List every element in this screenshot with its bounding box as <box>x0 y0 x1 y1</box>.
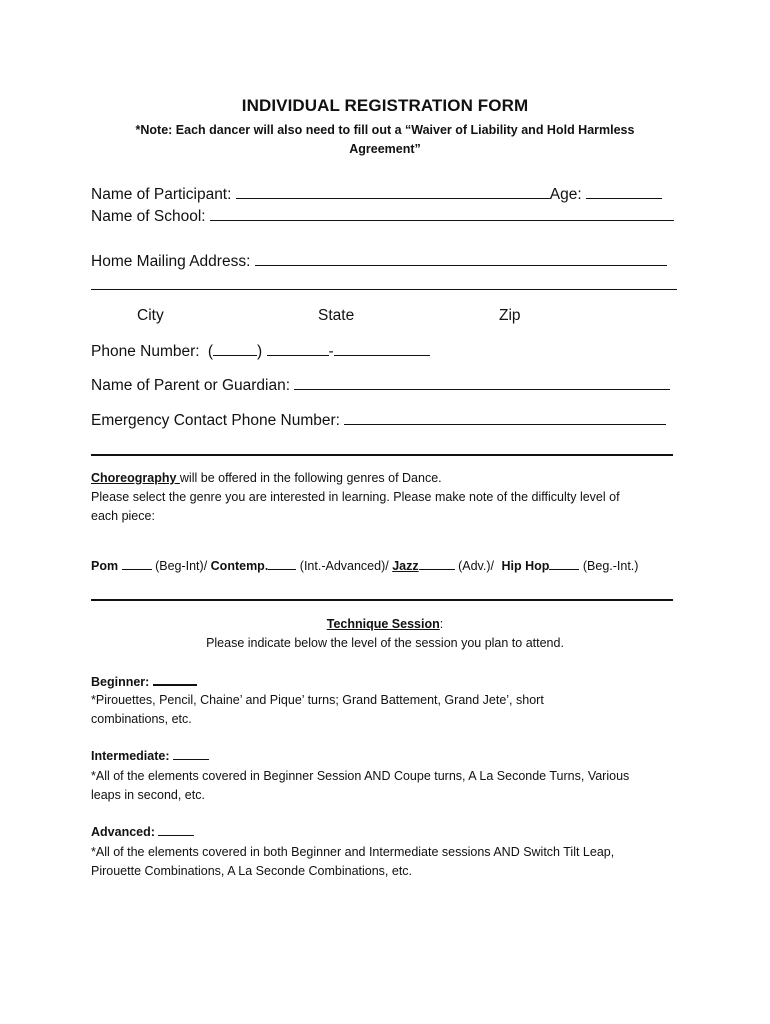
intermediate-desc-line2: leaps in second, etc. <box>91 788 205 802</box>
waiver-note-line2: Agreement” <box>349 142 421 156</box>
emergency-row <box>91 410 666 430</box>
address-line-2[interactable] <box>91 289 677 290</box>
technique-instruction: Please indicate below the level of the session you plan to attend. <box>206 636 564 650</box>
school-label: Name of School: <box>91 208 206 225</box>
intermediate-label: Intermediate: <box>91 749 170 763</box>
genre-contemp-field[interactable] <box>268 557 296 570</box>
age-label: Age: <box>549 186 582 203</box>
genre-contemp-level: (Int.-Advanced)/ <box>299 559 389 573</box>
participant-row <box>91 184 662 204</box>
phone-close-paren: ) <box>257 343 263 360</box>
waiver-note-line1: *Note: Each dancer will also need to fill out a “Waiver of Liability and Hold Harmless <box>135 123 635 137</box>
advanced-desc-line1: *All of the elements covered in both Beginner and Intermediate sessions AND Switch Tilt Leap, <box>91 845 615 859</box>
phone-dash: - <box>328 343 334 360</box>
intermediate-row <box>91 747 691 766</box>
participant-name-field[interactable] <box>236 184 550 199</box>
beginner-field[interactable] <box>153 672 197 686</box>
beginner-desc-line1: *Pirouettes, Pencil, Chaine’ and Pique’ turns; Grand Battement, Grand Jete’, short <box>91 693 544 707</box>
section-divider-2 <box>91 599 673 601</box>
genre-hiphop-field[interactable] <box>549 557 579 570</box>
choreography-heading: Choreography <box>91 471 180 485</box>
genre-jazz-label: Jazz <box>392 559 419 573</box>
phone-label: Phone Number: <box>91 343 200 360</box>
emergency-phone-field[interactable] <box>344 410 666 425</box>
genre-row <box>91 557 691 576</box>
choreography-select-line1: Please select the genre you are interested in learning. Please make note of the difficulty level of <box>91 490 620 504</box>
genre-pom-level: (Beg-Int)/ <box>155 559 208 573</box>
beginner-label: Beginner: <box>91 675 150 689</box>
parent-label: Name of Parent or Guardian: <box>91 377 291 394</box>
school-name-field[interactable] <box>210 206 674 221</box>
technique-heading-colon: : <box>439 617 444 631</box>
genre-jazz-field[interactable] <box>419 557 455 570</box>
genre-jazz-level: (Adv.)/ <box>458 559 494 573</box>
beginner-desc-line2: combinations, etc. <box>91 712 192 726</box>
advanced-desc-line2: Pirouette Combinations, A La Seconde Combinations, etc. <box>91 864 413 878</box>
age-field[interactable] <box>586 184 662 199</box>
address-label: Home Mailing Address: <box>91 253 251 270</box>
technique-heading: Technique Session <box>326 617 440 631</box>
intermediate-desc-line1: *All of the elements covered in Beginner Session AND Coupe turns, A La Seconde Turns, Various <box>91 769 630 783</box>
genre-hiphop-level: (Beg.-Int.) <box>582 559 639 573</box>
beginner-row <box>91 672 691 692</box>
choreography-select-line2: each piece: <box>91 509 155 523</box>
emergency-label: Emergency Contact Phone Number: <box>91 412 340 429</box>
zip-label: Zip <box>499 307 521 324</box>
parent-row <box>91 375 670 395</box>
waiver-note <box>110 121 660 159</box>
genre-pom-label: Pom <box>91 559 119 573</box>
school-row <box>91 206 674 226</box>
genre-hiphop-label: Hip Hop <box>501 559 550 573</box>
intermediate-field[interactable] <box>173 747 209 760</box>
advanced-row <box>91 823 691 842</box>
section-divider-1 <box>91 454 673 456</box>
address-row <box>91 251 667 271</box>
address-field[interactable] <box>255 251 667 266</box>
choreography-intro <box>91 469 691 488</box>
form-title: INDIVIDUAL REGISTRATION FORM <box>241 96 529 115</box>
choreography-intro-text: will be offered in the following genres of Dance. <box>179 471 442 485</box>
advanced-label: Advanced: <box>91 825 155 839</box>
city-label: City <box>137 307 164 324</box>
phone-open-paren: ( <box>207 343 214 360</box>
state-label: State <box>318 307 355 324</box>
genre-contemp-label: Contemp. <box>210 559 269 573</box>
phone-line-field[interactable] <box>334 341 430 356</box>
advanced-field[interactable] <box>158 823 194 836</box>
phone-area-code-field[interactable] <box>213 341 257 356</box>
technique-heading-row <box>91 615 679 634</box>
parent-name-field[interactable] <box>294 375 670 390</box>
participant-label: Name of Participant: <box>91 186 232 203</box>
phone-prefix-field[interactable] <box>267 341 329 356</box>
genre-pom-field[interactable] <box>122 557 152 570</box>
phone-row <box>91 341 430 361</box>
